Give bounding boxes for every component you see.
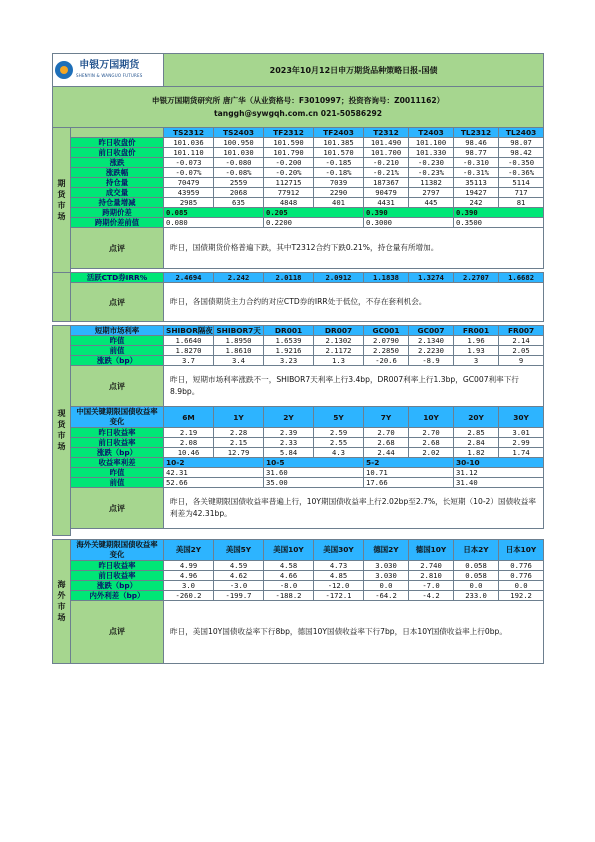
comment-label: 点评 <box>71 228 164 269</box>
cell: -0.080 <box>214 158 264 168</box>
cell: 2.08 <box>164 438 214 448</box>
cell: 187367 <box>364 178 409 188</box>
row-label: 跨期价差 <box>71 208 164 218</box>
spread-row <box>53 208 544 218</box>
cell: 0.776 <box>499 560 544 570</box>
spread-col: 5-2 <box>364 458 454 468</box>
cell: 0.0 <box>364 580 409 590</box>
overseas-col: 德国10Y <box>409 539 454 560</box>
table-row <box>53 428 544 438</box>
cell: -188.2 <box>264 590 314 600</box>
row-label: 昨值 <box>71 336 164 346</box>
table-row <box>53 198 544 208</box>
cell: -64.2 <box>364 590 409 600</box>
cell: 77912 <box>264 188 314 198</box>
spread-prev-row <box>53 218 544 228</box>
cell: 445 <box>409 198 454 208</box>
cell: -0.350 <box>499 158 544 168</box>
yield-col: 10Y <box>409 407 454 428</box>
table-row <box>53 468 544 478</box>
contract-col: TL2312 <box>454 128 499 138</box>
futures-comment: 昨日，国债期货价格普遍下跌，其中T2312合约下跌0.21%，持仓量有所增加。 <box>164 228 544 269</box>
cell: 2.68 <box>409 438 454 448</box>
cell: 0.776 <box>499 570 544 580</box>
table-row <box>53 168 544 178</box>
cell: 2.70 <box>409 428 454 438</box>
report-title: 2023年10月12日申万期货品种策略日报-国债 <box>164 54 544 87</box>
comment-label: 点评 <box>71 283 164 322</box>
cell: -0.210 <box>364 158 409 168</box>
cell: 101.700 <box>364 148 409 158</box>
cell: 4.73 <box>314 560 364 570</box>
yield-col: 20Y <box>454 407 499 428</box>
logo-name: 申银万国期货 <box>79 60 140 71</box>
overseas-col: 美国30Y <box>314 539 364 560</box>
overseas-col: 日本10Y <box>499 539 544 560</box>
contract-col: TS2403 <box>214 128 264 138</box>
table-row <box>53 346 544 356</box>
cell: -0.20% <box>264 168 314 178</box>
cell: 9 <box>499 356 544 366</box>
cell: -260.2 <box>164 590 214 600</box>
contract-col: TF2312 <box>264 128 314 138</box>
cell: 0.390 <box>364 208 454 218</box>
overseas-col: 美国2Y <box>164 539 214 560</box>
table-row <box>53 188 544 198</box>
cell: 3.7 <box>164 356 214 366</box>
cell: 31.12 <box>454 468 544 478</box>
cell: 0.0 <box>454 580 499 590</box>
cell: 2.242 <box>214 273 264 283</box>
cell: 4.85 <box>314 570 364 580</box>
cell: 101.330 <box>409 148 454 158</box>
cell: -3.0 <box>214 580 264 590</box>
cell: 35.00 <box>264 478 364 488</box>
report-table <box>52 53 544 664</box>
cell: 101.570 <box>314 148 364 158</box>
spread-col: 10-2 <box>164 458 264 468</box>
cell: 3.030 <box>364 560 409 570</box>
cell: 192.2 <box>499 590 544 600</box>
table-row <box>53 560 544 570</box>
cell: 31.60 <box>264 468 364 478</box>
cell: 4.96 <box>164 570 214 580</box>
cell: 4.99 <box>164 560 214 570</box>
overseas-col: 美国10Y <box>264 539 314 560</box>
cell: 1.6539 <box>264 336 314 346</box>
overseas-market-label: 海外市场 <box>53 539 71 663</box>
cell: 0.2200 <box>264 218 364 228</box>
cell: 2.1172 <box>314 346 364 356</box>
cell: 1.96 <box>454 336 499 346</box>
cell: 1.3 <box>314 356 364 366</box>
cell: 101.790 <box>264 148 314 158</box>
ctd-label: 活跃CTD券IRR% <box>71 273 164 283</box>
cell: -0.21% <box>364 168 409 178</box>
cell: 2.19 <box>164 428 214 438</box>
cell: 635 <box>214 198 264 208</box>
yield-comment: 昨日，各关键期限国债收益率普遍上行，10Y期国债收益率上行2.02bp至2.7%，长短期（10-2）国债收益率利差为42.31bp。 <box>164 488 544 529</box>
report-sheet <box>52 53 543 664</box>
row-label: 持仓量增减 <box>71 198 164 208</box>
row-label: 涨跌（bp） <box>71 356 164 366</box>
cell: 98.46 <box>454 138 499 148</box>
institute-line1: 申银万国期货研究所 唐广华（从业资格号：F3010997；投资咨询号：Z0011162） <box>151 96 445 105</box>
cell: 2.39 <box>264 428 314 438</box>
short-rate-col: GC001 <box>364 326 409 336</box>
cell: 101.110 <box>164 148 214 158</box>
table-row <box>53 580 544 590</box>
yield-col: 1Y <box>214 407 264 428</box>
cell: 70479 <box>164 178 214 188</box>
cell: 5.84 <box>264 448 314 458</box>
cell: 0.3500 <box>454 218 544 228</box>
cell: -0.36% <box>499 168 544 178</box>
cell: -0.08% <box>214 168 264 178</box>
cell: 2.02 <box>409 448 454 458</box>
row-label: 昨值 <box>71 468 164 478</box>
cell: 11382 <box>409 178 454 188</box>
row-label: 昨日收益率 <box>71 428 164 438</box>
cell: -0.073 <box>164 158 214 168</box>
cell: 1.82 <box>454 448 499 458</box>
spread-col: 30-10 <box>454 458 544 468</box>
cell: 2.15 <box>214 438 264 448</box>
row-label: 涨跌幅 <box>71 168 164 178</box>
table-row <box>53 336 544 346</box>
cell: 100.950 <box>214 138 264 148</box>
cell: 90479 <box>364 188 409 198</box>
table-row <box>53 178 544 188</box>
short-rate-col: DR007 <box>314 326 364 336</box>
cell: 2.2707 <box>454 273 499 283</box>
cell: -0.18% <box>314 168 364 178</box>
short-rate-col: DR001 <box>264 326 314 336</box>
cell: 101.100 <box>409 138 454 148</box>
cell: 2.740 <box>409 560 454 570</box>
cell: 10.46 <box>164 448 214 458</box>
contract-col: T2403 <box>409 128 454 138</box>
cell: 2559 <box>214 178 264 188</box>
overseas-col: 德国2Y <box>364 539 409 560</box>
cell: 98.07 <box>499 138 544 148</box>
cell: -0.200 <box>264 158 314 168</box>
cell: 242 <box>454 198 499 208</box>
yield-col: 7Y <box>364 407 409 428</box>
table-row <box>53 570 544 580</box>
row-label: 内外利差（bp） <box>71 590 164 600</box>
cell: 2.14 <box>499 336 544 346</box>
cell: 1.74 <box>499 448 544 458</box>
cell: 2.0118 <box>264 273 314 283</box>
cell: 101.036 <box>164 138 214 148</box>
cell: 0.058 <box>454 570 499 580</box>
cell: 2.2230 <box>409 346 454 356</box>
cell: 7039 <box>314 178 364 188</box>
row-label: 昨日收益率 <box>71 560 164 570</box>
cell: 2.33 <box>264 438 314 448</box>
cell: 1.93 <box>454 346 499 356</box>
short-rate-col: FR007 <box>499 326 544 336</box>
overseas-label: 海外关键期限国债收益率变化 <box>71 539 164 560</box>
cell: 0.205 <box>264 208 364 218</box>
cell: 4431 <box>364 198 409 208</box>
cell: 10.71 <box>364 468 454 478</box>
cell: 2.810 <box>409 570 454 580</box>
cell: 31.40 <box>454 478 544 488</box>
cell: 2.68 <box>364 438 409 448</box>
comment-label: 点评 <box>71 366 164 407</box>
cell: 3 <box>454 356 499 366</box>
cell: 0.058 <box>454 560 499 570</box>
cell: 2.55 <box>314 438 364 448</box>
yield-col: 30Y <box>499 407 544 428</box>
row-label: 成交量 <box>71 188 164 198</box>
logo-sub: SHENYIN & WANGUO FUTURES <box>76 73 143 78</box>
cell: 112715 <box>264 178 314 188</box>
row-label: 跨期价差前值 <box>71 218 164 228</box>
cell: 1.6640 <box>164 336 214 346</box>
row-label: 前值 <box>71 478 164 488</box>
table-row <box>53 590 544 600</box>
cell: 3.030 <box>364 570 409 580</box>
cell: 717 <box>499 188 544 198</box>
table-row <box>53 478 544 488</box>
table-row <box>53 448 544 458</box>
cell: 2.1340 <box>409 336 454 346</box>
cell: 2.85 <box>454 428 499 438</box>
yield-col: 6M <box>164 407 214 428</box>
yield-label: 中国关键期限国债收益率变化 <box>71 407 164 428</box>
cell: 1.1838 <box>364 273 409 283</box>
cell: 4.62 <box>214 570 264 580</box>
cell: 4.3 <box>314 448 364 458</box>
cell: -0.230 <box>409 158 454 168</box>
cell: 43959 <box>164 188 214 198</box>
cell: 2985 <box>164 198 214 208</box>
row-label: 涨跌（bp） <box>71 448 164 458</box>
institute-line2: tanggh@sywgqh.com.cn 021-50586292 <box>214 109 383 118</box>
cell: 101.385 <box>314 138 364 148</box>
cell: -4.2 <box>409 590 454 600</box>
yield-col: 2Y <box>264 407 314 428</box>
cell: 2.2850 <box>364 346 409 356</box>
comment-label: 点评 <box>71 488 164 529</box>
cell: 2.59 <box>314 428 364 438</box>
cell: 17.66 <box>364 478 454 488</box>
cell: 2.0790 <box>364 336 409 346</box>
cell: -0.23% <box>409 168 454 178</box>
cell: -0.310 <box>454 158 499 168</box>
cell: 4.59 <box>214 560 264 570</box>
cell: 2290 <box>314 188 364 198</box>
company-logo <box>55 60 161 80</box>
cell: -7.0 <box>409 580 454 590</box>
cell: 4848 <box>264 198 314 208</box>
cell: 0.080 <box>164 218 264 228</box>
cell: 2.70 <box>364 428 409 438</box>
cell: 101.590 <box>264 138 314 148</box>
cell: 2.4694 <box>164 273 214 283</box>
cell: 98.42 <box>499 148 544 158</box>
cell: 2.1302 <box>314 336 364 346</box>
cell: -8.0 <box>264 580 314 590</box>
spread-col: 10-5 <box>264 458 364 468</box>
spread-label: 收益率利差 <box>71 458 164 468</box>
cell: 2.0912 <box>314 273 364 283</box>
cell: 2.28 <box>214 428 264 438</box>
overseas-comment: 昨日，美国10Y国债收益率下行8bp，德国10Y国债收益率下行7bp，日本10Y国债收益率上行0bp。 <box>164 600 544 663</box>
cell: 101.490 <box>364 138 409 148</box>
row-label: 前日收盘价 <box>71 148 164 158</box>
cell: 401 <box>314 198 364 208</box>
cell: 0.0 <box>499 580 544 590</box>
cell: -20.6 <box>364 356 409 366</box>
cell: 12.79 <box>214 448 264 458</box>
cell: 35113 <box>454 178 499 188</box>
futures-market-label: 期货市场 <box>53 128 71 273</box>
comment-label: 点评 <box>71 600 164 663</box>
cell: 4.66 <box>264 570 314 580</box>
cell: 52.66 <box>164 478 264 488</box>
contract-col: TL2403 <box>499 128 544 138</box>
row-label: 持仓量 <box>71 178 164 188</box>
cell: 19427 <box>454 188 499 198</box>
cell: 5114 <box>499 178 544 188</box>
contract-col: TF2403 <box>314 128 364 138</box>
logo-cell <box>53 54 164 87</box>
row-label: 涨跌（bp） <box>71 580 164 590</box>
cell: -172.1 <box>314 590 364 600</box>
cell: 1.9216 <box>264 346 314 356</box>
table-row <box>53 158 544 168</box>
cell: 233.0 <box>454 590 499 600</box>
cell: 0.390 <box>454 208 544 218</box>
contract-col: T2312 <box>364 128 409 138</box>
table-row <box>53 356 544 366</box>
row-label: 涨跌 <box>71 158 164 168</box>
short-rate-label: 短期市场利率 <box>71 326 164 336</box>
cell: -0.07% <box>164 168 214 178</box>
cell: 0.3000 <box>364 218 454 228</box>
cell: 2068 <box>214 188 264 198</box>
cell: -8.9 <box>409 356 454 366</box>
institute-info <box>53 87 544 128</box>
cell: 1.8270 <box>164 346 214 356</box>
cell: 4.58 <box>264 560 314 570</box>
cell: 2.05 <box>499 346 544 356</box>
cell: 3.0 <box>164 580 214 590</box>
cell: 1.6682 <box>499 273 544 283</box>
cell: 1.3274 <box>409 273 454 283</box>
spot-market-label: 现货市场 <box>53 326 71 536</box>
short-rate-col: FR001 <box>454 326 499 336</box>
cell: 98.77 <box>454 148 499 158</box>
row-label: 前日收益率 <box>71 438 164 448</box>
table-row <box>53 148 544 158</box>
short-rate-comment: 昨日，短期市场利率涨跌不一，SHIBOR7天利率上行3.4bp，DR007利率上行1.3bp，GC007利率下行8.9bp。 <box>164 366 544 407</box>
table-row <box>53 138 544 148</box>
cell: 0.085 <box>164 208 264 218</box>
ctd-comment: 昨日，各国债期货主力合约的对应CTD券的IRR处于低位，不存在套利机会。 <box>164 283 544 322</box>
short-rate-col: SHIBOR隔夜 <box>164 326 214 336</box>
yield-col: 5Y <box>314 407 364 428</box>
row-label: 前日收益率 <box>71 570 164 580</box>
cell: 42.31 <box>164 468 264 478</box>
cell: 2.44 <box>364 448 409 458</box>
cell: 101.030 <box>214 148 264 158</box>
cell: 2.84 <box>454 438 499 448</box>
cell: 3.4 <box>214 356 264 366</box>
overseas-col: 美国5Y <box>214 539 264 560</box>
cell: -12.0 <box>314 580 364 590</box>
cell: 3.01 <box>499 428 544 438</box>
cell: 81 <box>499 198 544 208</box>
cell: -0.31% <box>454 168 499 178</box>
cell: 2.99 <box>499 438 544 448</box>
row-label: 前值 <box>71 346 164 356</box>
contract-col: TS2312 <box>164 128 214 138</box>
table-row <box>53 438 544 448</box>
logo-icon <box>55 61 73 79</box>
cell: -199.7 <box>214 590 264 600</box>
cell: 1.8610 <box>214 346 264 356</box>
row-label: 昨日收盘价 <box>71 138 164 148</box>
short-rate-col: GC007 <box>409 326 454 336</box>
cell: -0.185 <box>314 158 364 168</box>
overseas-col: 日本2Y <box>454 539 499 560</box>
short-rate-col: SHIBOR7天 <box>214 326 264 336</box>
cell: 1.8950 <box>214 336 264 346</box>
cell: 3.23 <box>264 356 314 366</box>
cell: 2797 <box>409 188 454 198</box>
